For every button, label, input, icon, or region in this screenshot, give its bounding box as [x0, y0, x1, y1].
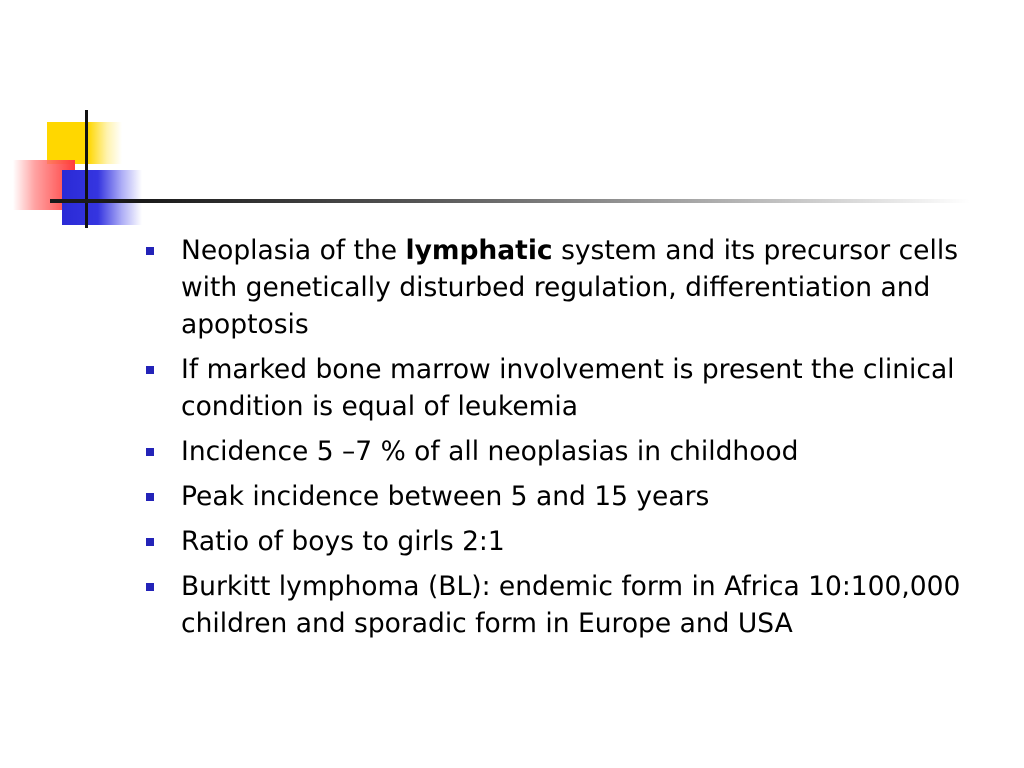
bullet-list: [142, 232, 977, 650]
bullet-square-icon: [146, 538, 154, 546]
bullet-square-icon: [146, 448, 154, 456]
bullet-item: [142, 351, 977, 425]
bullet-item: [142, 523, 977, 560]
bullet-square-icon: [146, 247, 154, 255]
bullet-text: Ratio of boys to girls 2:1: [181, 526, 505, 557]
bullet-square-icon: [146, 366, 154, 374]
bullet-item: [142, 568, 977, 642]
bullet-bold-term: lymphatic: [405, 235, 553, 266]
title-divider-line: [50, 199, 970, 203]
bullet-text-end: system and its precursor cells with genetically disturbed regulation, differentiation and apoptosis: [181, 235, 958, 340]
logo-vertical-line: [85, 110, 88, 228]
bullet-item: [142, 478, 977, 515]
logo-blue-square: [62, 170, 142, 225]
bullet-square-icon: [146, 583, 154, 591]
bullet-item: [142, 232, 977, 343]
bullet-text: If marked bone marrow involvement is present the clinical condition is equal of leukemia: [181, 354, 955, 422]
bullet-text-start: Neoplasia of the: [181, 235, 406, 266]
bullet-item: [142, 433, 977, 470]
bullet-text: Incidence 5 –7 % of all neoplasias in childhood: [181, 436, 799, 467]
slide-logo-decoration: [0, 0, 160, 240]
bullet-square-icon: [146, 493, 154, 501]
bullet-text: Burkitt lymphoma (BL): endemic form in Africa 10:100,000 children and sporadic form in Europe and USA: [181, 571, 961, 639]
bullet-text: Peak incidence between 5 and 15 years: [181, 481, 710, 512]
